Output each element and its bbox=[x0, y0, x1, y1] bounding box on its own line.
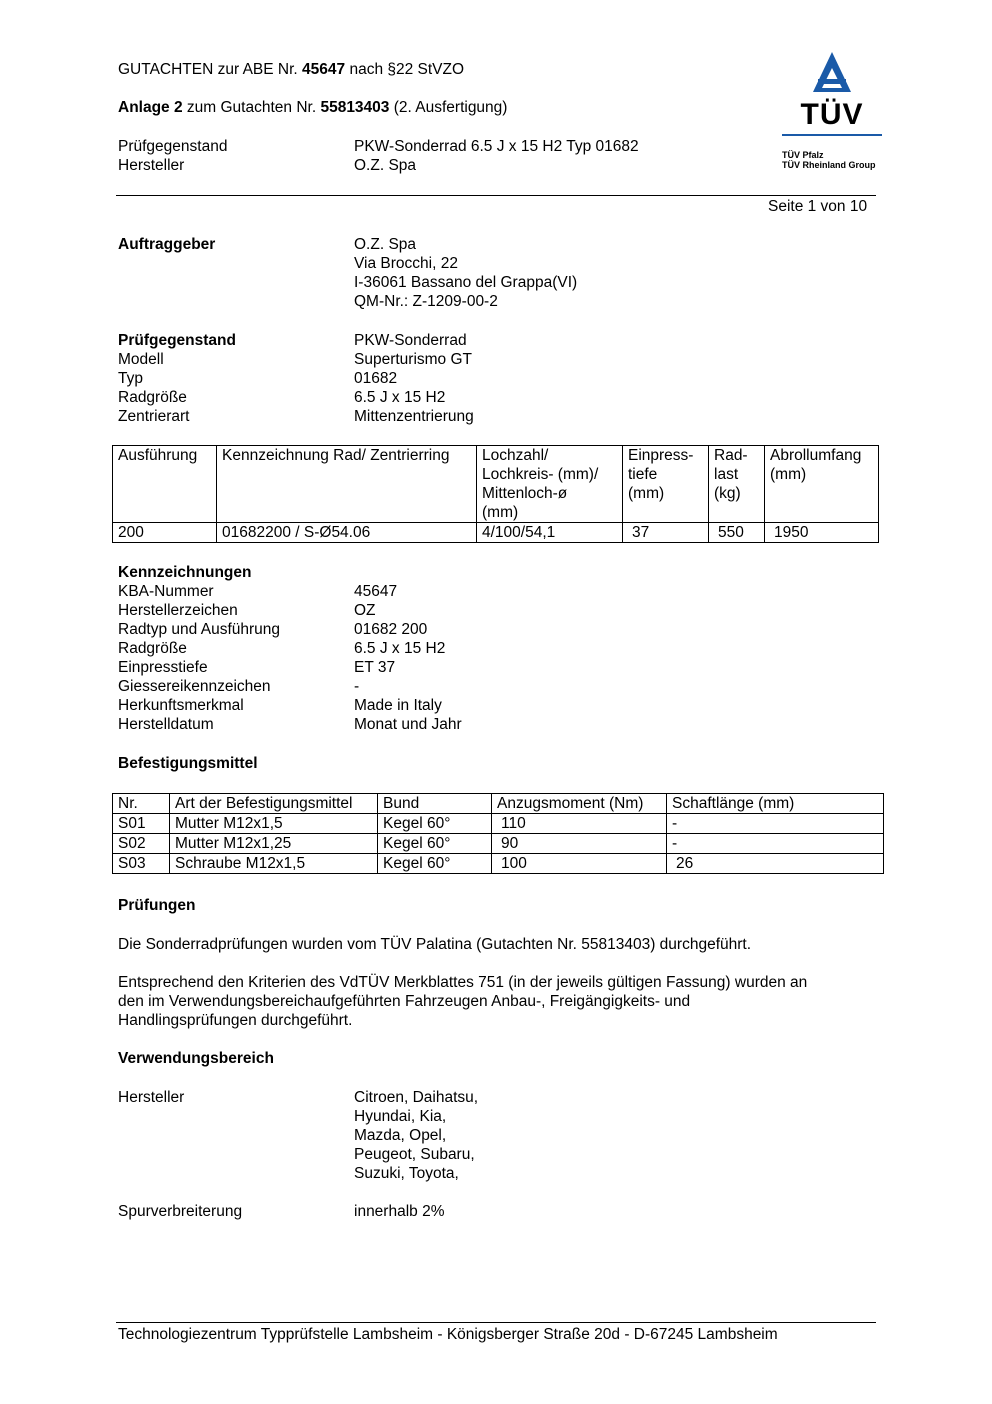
table-row: 200 01682200 / S-Ø54.06 4/100/54,1 37 550 1950 bbox=[113, 523, 879, 543]
usage-track-label: Spurverbreiterung bbox=[118, 1203, 243, 1220]
header-subject-value: PKW-Sonderrad 6.5 J x 15 H2 Typ 01682 bbox=[354, 138, 639, 155]
tuv-logo bbox=[782, 48, 882, 174]
tests-paragraph-1: Die Sonderradprüfungen wurden vom TÜV Palatina (Gutachten Nr. 55813403) durchgeführt. bbox=[118, 936, 752, 953]
header-cell: Kennzeichnung Rad/ Zentrierring bbox=[217, 446, 477, 523]
header-cell: Einpress- tiefe (mm) bbox=[623, 446, 709, 523]
table-row: S01 Mutter M12x1,5 Kegel 60° 110 - bbox=[113, 814, 884, 834]
tests-heading: Prüfungen bbox=[118, 897, 196, 914]
markings-labels: Kennzeichnungen KBA-Nummer Herstellerzeichen Radtyp und Ausführung Radgröße Einpresstiefe Giessereikennzeichen Herkunftsmerkmal Herstelldatum bbox=[118, 564, 281, 733]
header-maker-value: O.Z. Spa bbox=[354, 157, 417, 174]
tuv-triangle-icon bbox=[782, 48, 882, 100]
usage-maker-label: Hersteller bbox=[118, 1089, 185, 1106]
page-number: Seite 1 von 10 bbox=[768, 198, 868, 215]
table-row: S03 Schraube M12x1,5 Kegel 60° 100 26 bbox=[113, 854, 884, 874]
footer-divider bbox=[116, 1322, 876, 1323]
report-number: 55813403 bbox=[320, 99, 390, 116]
markings-values: 45647 OZ 01682 200 6.5 J x 15 H2 ET 37 - Made in Italy Monat und Jahr bbox=[354, 583, 462, 733]
client-heading: Auftraggeber bbox=[118, 236, 216, 253]
header-cell: Ausführung bbox=[113, 446, 217, 523]
header-cell: Abrollumfang (mm) bbox=[765, 446, 879, 523]
footer-address: Technologiezentrum Typprüfstelle Lambsheim - Königsberger Straße 20d - D-67245 Lambsheim bbox=[118, 1326, 778, 1343]
usage-heading: Verwendungsbereich bbox=[118, 1050, 274, 1067]
subject-labels: Prüfgegenstand Modell Typ Radgröße Zentrierart bbox=[118, 332, 236, 425]
header-cell: Rad- last (kg) bbox=[709, 446, 765, 523]
logo-subtitle: TÜV Pfalz TÜV Rheinland Group bbox=[782, 150, 876, 170]
header-subject-label: Prüfgegenstand bbox=[118, 138, 228, 155]
subject-values: PKW-Sonderrad Superturismo GT 01682 6.5 J x 15 H2 Mittenzentrierung bbox=[354, 332, 474, 425]
document-subtitle: Anlage 2 zum Gutachten Nr. 55813403 (2. Ausfertigung) bbox=[118, 99, 508, 116]
header-maker-label: Hersteller bbox=[118, 157, 185, 174]
markings-heading: Kennzeichnungen bbox=[118, 564, 252, 581]
usage-maker-list: Citroen, Daihatsu, Hyundai, Kia, Mazda, Opel, Peugeot, Subaru, Suzuki, Toyota, bbox=[354, 1089, 479, 1182]
header-divider bbox=[116, 195, 876, 196]
fasteners-table bbox=[112, 793, 884, 874]
logo-wordmark: TÜV bbox=[800, 98, 864, 131]
table-header-row bbox=[113, 446, 879, 523]
logo-divider bbox=[782, 134, 882, 136]
header-cell: Lochzahl/ Lochkreis- (mm)/ Mittenloch-ø (mm) bbox=[477, 446, 623, 523]
table-header-row: Nr. Art der Befestigungsmittel Bund Anzugsmoment (Nm) Schaftlänge (mm) bbox=[113, 794, 884, 814]
tests-paragraph-2: Entsprechend den Kriterien des VdTÜV Merkblattes 751 (in der jeweils gültigen Fassung) wurden an den im Verwendungsbereichaufgeführten Fahrzeugen Anbau-, Freigängigkeits- und Handlingsprüfungen durchgeführt. bbox=[118, 974, 808, 1029]
abe-number: 45647 bbox=[302, 61, 346, 78]
usage-track-value: innerhalb 2% bbox=[354, 1203, 445, 1220]
client-address: O.Z. Spa Via Brocchi, 22 I-36061 Bassano del Grappa(VI) QM-Nr.: Z-1209-00-2 bbox=[354, 236, 578, 310]
wheel-table bbox=[112, 445, 879, 543]
document-title: GUTACHTEN zur ABE Nr. 45647 nach §22 StVZO bbox=[118, 61, 465, 78]
fasteners-heading: Befestigungsmittel bbox=[118, 755, 258, 772]
table-row: S02 Mutter M12x1,25 Kegel 60° 90 - bbox=[113, 834, 884, 854]
